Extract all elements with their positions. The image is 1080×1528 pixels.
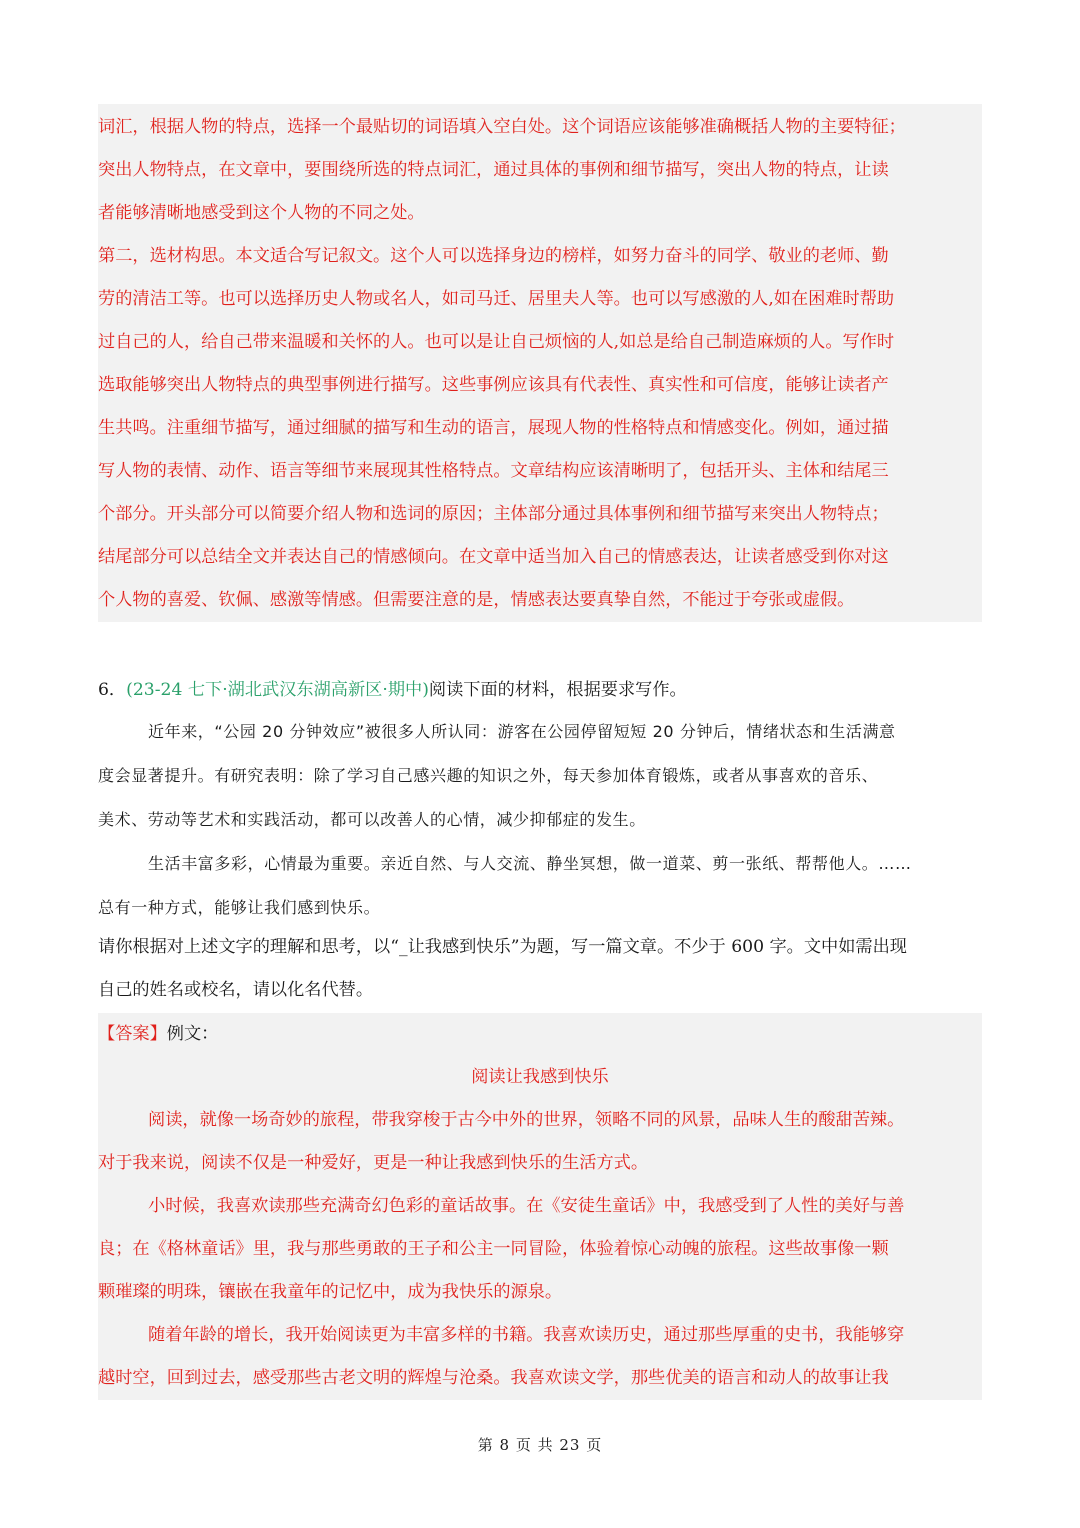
answer-label: 【答案】 xyxy=(98,1024,167,1044)
answer-label-suffix: 例文： xyxy=(166,1024,219,1044)
paragraph-line: 者能够清晰地感受到这个人物的不同之处。 xyxy=(98,203,425,223)
paragraph-line: 写人物的表情、动作、语言等细节来展现其性格特点。文章结构应该清晰明了，包括开头、主体和结尾三 xyxy=(98,461,889,481)
paragraph-line: 词汇，根据人物的特点，选择一个最贴切的词语填入空白处。这个词语应该能够准确概括人物的主要特征； xyxy=(98,117,906,137)
paragraph-line: 结尾部分可以总结全文并表达自己的情感倾向。在文章中适当加入自己的情感表达，让读者感受到你对这 xyxy=(98,547,889,567)
answer-label-line xyxy=(98,1013,982,1056)
material-line: 总有一种方式，能够让我们感到快乐。 xyxy=(98,898,381,917)
paragraph-line: 突出人物特点，在文章中，要围绕所选的特点词汇，通过具体的事例和细节描写，突出人物的特点，让读 xyxy=(98,160,889,180)
prompt-line: 自己的姓名或校名，请以化名代替。 xyxy=(98,980,374,1000)
essay-line: 颗璀璨的明珠，镶嵌在我童年的记忆中，成为我快乐的源泉。 xyxy=(98,1282,563,1302)
essay-line: 阅读，就像一场奇妙的旅程，带我穿梭于古今中外的世界，领略不同的风景，品味人生的酸甜苦辣。 xyxy=(148,1110,905,1130)
question-source-tag: (23-24 七下·湖北武汉东湖高新区·期中) xyxy=(126,680,429,700)
material-line: 美术、劳动等艺术和实践活动，都可以改善人的心情，减少抑郁症的发生。 xyxy=(98,810,646,829)
essay-line: 随着年龄的增长，我开始阅读更为丰富多样的书籍。我喜欢读历史，通过那些厚重的史书，我能够穿 xyxy=(148,1325,905,1345)
paragraph-line: 个人物的喜爱、钦佩、感激等情感。但需要注意的是，情感表达要真挚自然，不能过于夸张或虚假。 xyxy=(98,590,855,610)
paragraph-line: 个部分。开头部分可以简要介绍人物和选词的原因；主体部分通过具体事例和细节描写来突出人物特点； xyxy=(98,504,889,524)
paragraph-line: 生共鸣。注重细节描写，通过细腻的描写和生动的语言，展现人物的性格特点和情感变化。例如，通过描 xyxy=(98,418,889,438)
question-instruction: 阅读下面的材料，根据要求写作。 xyxy=(428,680,687,700)
essay-line: 对于我来说，阅读不仅是一种爱好，更是一种让我感到快乐的生活方式。 xyxy=(98,1153,649,1173)
question-number: 6． xyxy=(98,680,127,700)
paragraph-line: 选取能够突出人物特点的典型事例进行描写。这些事例应该具有代表性、真实性和可信度，能够让读者产 xyxy=(98,375,889,395)
question-header xyxy=(98,670,982,710)
material-line: 近年来，“公园 20 分钟效应”被很多人所认同：游客在公园停留短短 20 分钟后，情绪状态和生活满意 xyxy=(148,722,896,741)
page-number-footer: 第 8 页 共 23 页 xyxy=(477,1436,603,1454)
essay-line: 越时空，回到过去，感受那些古老文明的辉煌与沧桑。我喜欢读文学，那些优美的语言和动人的故事让我 xyxy=(98,1368,889,1388)
essay-title: 阅读让我感到快乐 xyxy=(471,1067,609,1087)
material-line: 度会显著提升。有研究表明：除了学习自己感兴趣的知识之外，每天参加体育锻炼，或者从事喜欢的音乐、 xyxy=(98,766,879,785)
answer-continuation-block xyxy=(98,104,982,622)
writing-prompt xyxy=(98,926,982,1012)
paragraph-line: 劳的清洁工等。也可以选择历史人物或名人，如司马迁、居里夫人等。也可以写感激的人,如在困难时帮助 xyxy=(98,289,895,309)
reading-material xyxy=(98,710,982,930)
prompt-line: 请你根据对上述文字的理解和思考，以“_让我感到快乐”为题，写一篇文章。不少于 600 字。文中如需出现 xyxy=(98,937,907,957)
essay-line: 小时候，我喜欢读那些充满奇幻色彩的童话故事。在《安徒生童话》中，我感受到了人性的美好与善 xyxy=(148,1196,905,1216)
essay-line: 良；在《格林童话》里，我与那些勇敢的王子和公主一同冒险，体验着惊心动魄的旅程。这些故事像一颗 xyxy=(98,1239,889,1259)
answer-block xyxy=(98,1013,982,1400)
paragraph-line: 过自己的人，给自己带来温暖和关怀的人。也可以是让自己烦恼的人,如总是给自己制造麻烦的人。写作时 xyxy=(98,332,895,352)
material-line: 生活丰富多彩，心情最为重要。亲近自然、与人交流、静坐冥想，做一道菜、剪一张纸、帮帮他人。…… xyxy=(148,854,912,873)
paragraph-line: 第二，选材构思。本文适合写记叙文。这个人可以选择身边的榜样，如努力奋斗的同学、敬业的老师、勤 xyxy=(98,246,889,266)
